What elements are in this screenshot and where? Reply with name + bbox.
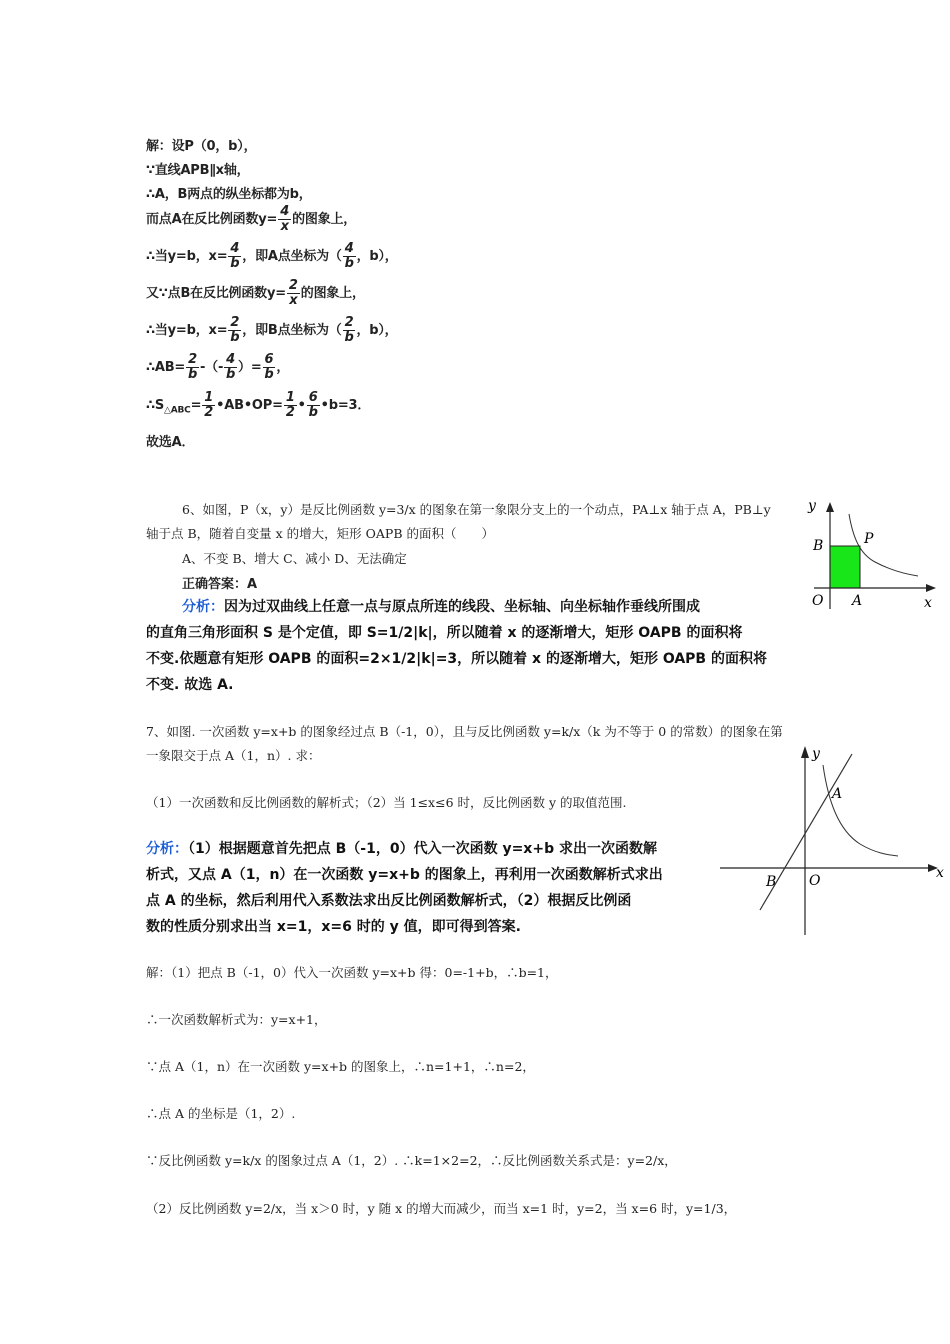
solution-line-1: 解：设P（0，b）， <box>146 139 257 154</box>
q6-text-line-2: 轴于点 B，随着自变量 x 的增大，矩形 OAPB 的面积（ ） <box>146 526 494 541</box>
fraction: $\frac{6}{b}$ <box>308 390 318 420</box>
label-o: O <box>809 873 821 889</box>
label-o: O <box>812 593 824 609</box>
fraction: $\frac{2}{b}$ <box>187 352 198 382</box>
fraction: $\frac{6}{b}$ <box>264 352 274 382</box>
solution-line-7: ∴当y=b，x= $\frac{2}{b}$ ，即B点坐标为（ $\frac{2}{b}$ ，b）， <box>146 315 398 345</box>
label-x: x <box>924 595 932 611</box>
fraction: $\frac{2}{b}$ <box>344 315 354 345</box>
solution-line-5: ∴当y=b，x= $\frac{4}{b}$ ，即A点坐标为（ $\frac{4}{b}$ ，b）， <box>146 241 398 271</box>
solution-line-10: 故选A． <box>146 435 195 450</box>
label-a: A <box>832 786 843 802</box>
label-a: A <box>852 593 863 609</box>
analysis-label: 分析： <box>146 841 188 857</box>
solution-line-6: 又∵点B在反比例函数y= $\frac{2}{x}$ 的图象上， <box>146 278 365 308</box>
rectangle-oapb <box>830 546 860 588</box>
q7-solution-line-3: ∵点 A（1，n）在一次函数 y=x+b 的图象上，∴n=1+1，∴n=2， <box>146 1059 535 1074</box>
q7-analysis: 分析：（1）根据题意首先把点 B（-1，0）代入一次函数 y=x+b 求出一次函数解 析式，又点 A（1，n）在一次函数 y=x+b 的图象上，再利用一次函数解析式求出 点 A 的坐标，然后利用代入系数法求出反比例函数解析式，（2）根据反比例函 数的性质分别求出当 x=1，x=6 时的 y 值，即可得到答案. <box>146 841 663 935</box>
y-axis-arrow-icon <box>801 746 809 758</box>
label-x: x <box>936 865 944 881</box>
fraction: $\frac{2}{b}$ <box>230 315 240 345</box>
y-axis-arrow-icon <box>826 502 834 512</box>
q7-text-line-1: 7、如图. 一次函数 y=x+b 的图象经过点 B（-1，0），且与反比例函数 y=k/x（k 为不等于 0 的常数）的图象在第 <box>146 724 783 739</box>
q7-text-line-3: （1）一次函数和反比例函数的解析式；（2）当 1≤x≤6 时，反比例函数 y 的取值范围. <box>146 795 627 810</box>
label-b: B <box>813 538 824 554</box>
q7-solution-line-5: ∵反比例函数 y=k/x 的图象过点 A（1，2）. ∴k=1×2=2，∴反比例函数关系式是：y=2/x， <box>146 1153 677 1168</box>
label-y: y <box>812 746 820 762</box>
q7-solution-line-2: ∴一次函数解析式为：y=x+1， <box>146 1012 327 1027</box>
fraction: $\frac{4}{x}$ <box>280 204 290 234</box>
x-axis-arrow-icon <box>926 584 936 592</box>
q6-text-line-1: 6、如图，P（x，y）是反比例函数 y=3/x 的图象在第一象限分支上的一个动点，PA⊥x 轴于点 A，PB⊥y <box>182 502 771 517</box>
fraction: $\frac{1}{2}$ <box>285 390 295 420</box>
label-p: P <box>864 531 874 547</box>
q7-figure <box>720 740 948 940</box>
label-b: B <box>766 874 777 890</box>
solution-line-3: ∴A，B两点的纵坐标都为b， <box>146 187 312 202</box>
solution-line-9: $\therefore S_{\triangle ABC}=$ $\frac{1}{2}$ •AB•OP= $\frac{1}{2}$ • $\frac{6}{b}$ •b=3． <box>146 390 371 420</box>
q6-answer: 正确答案：A <box>182 577 258 592</box>
fraction: $\frac{2}{x}$ <box>288 278 298 308</box>
solution-line-4: 而点A在反比例函数y= $\frac{4}{x}$ 的图象上， <box>146 204 357 234</box>
q7-text-line-2: 一象限交于点 A（1，n）. 求： <box>146 748 321 763</box>
solution-line-8: ∴AB= $\frac{2}{b}$ -（- $\frac{4}{b}$ ）= $\frac{6}{b}$ ， <box>146 352 290 382</box>
analysis-label: 分析： <box>182 599 224 615</box>
q6-analysis: 分析：因为过双曲线上任意一点与原点所连的线段、坐标轴、向坐标轴作垂线所围成 的直角三角形面积 S 是个定值，即 S=1/2|k|，所以随着 x 的逐渐增大，矩形 OAPB 的面积将 不变.依题意有矩形 OAPB 的面积=2×1/2|k|=3，所以随着 x 的逐渐增大，矩形 OAPB 的面积将 不变. 故选 A. <box>146 599 767 693</box>
q7-solution-line-4: ∴点 A 的坐标是（1，2）. <box>146 1106 296 1121</box>
label-y: y <box>808 498 816 514</box>
fraction: $\frac{4}{b}$ <box>230 241 240 271</box>
fraction: $\frac{1}{2}$ <box>204 390 214 420</box>
fraction: $\frac{4}{b}$ <box>344 241 354 271</box>
solution-line-2: ∵直线APB∥x轴， <box>146 163 250 178</box>
q6-figure <box>800 494 945 634</box>
hyperbola-curve <box>823 765 898 856</box>
q7-solution-line-6: （2）反比例函数 y=2/x，当 x＞0 时，y 随 x 的增大而减少，而当 x=1 时，y=2，当 x=6 时，y=1/3， <box>146 1201 737 1216</box>
fraction: $\frac{4}{b}$ <box>226 352 236 382</box>
q7-solution-line-1: 解：（1）把点 B（-1，0）代入一次函数 y=x+b 得：0=-1+b，∴b=1， <box>146 965 558 980</box>
q6-options: A、不变 B、增大 C、减小 D、无法确定 <box>182 551 407 566</box>
